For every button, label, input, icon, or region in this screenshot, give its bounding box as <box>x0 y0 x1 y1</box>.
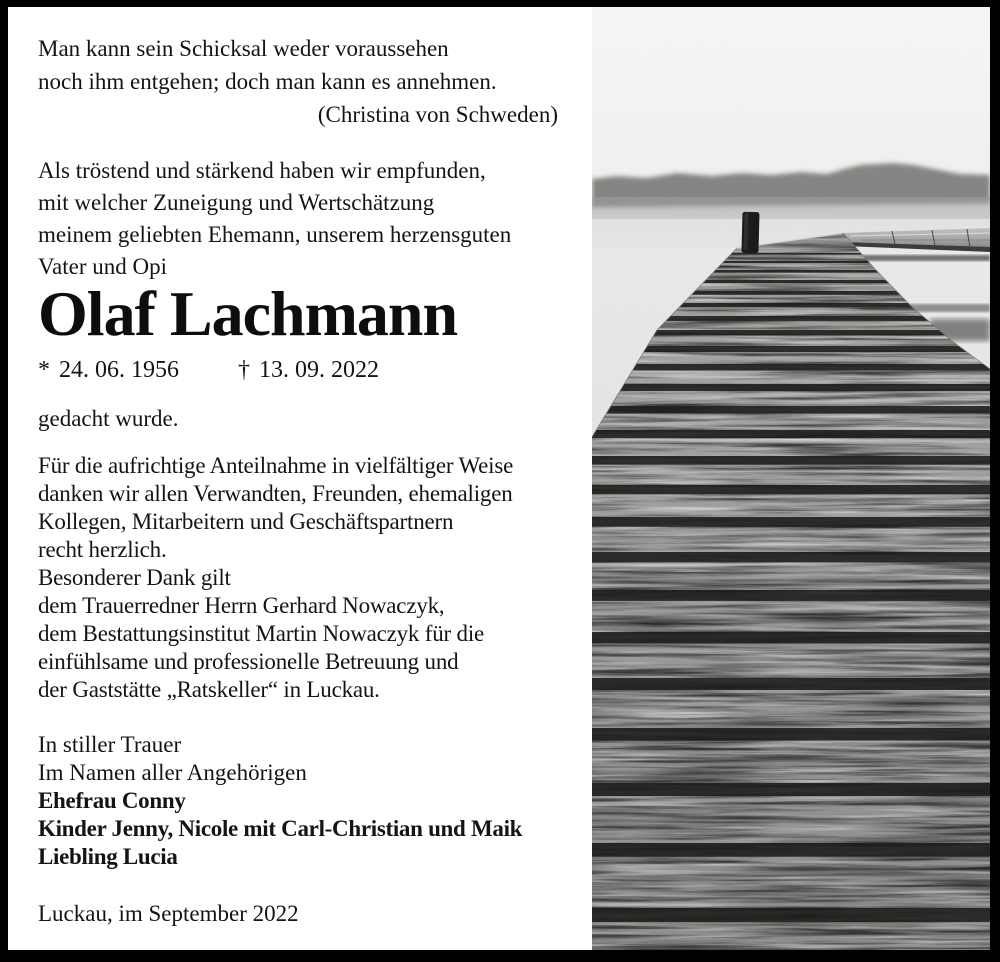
life-dates <box>38 353 560 387</box>
intro-line: mit welcher Zuneigung und Wertschätzung <box>38 190 435 215</box>
opening-quote <box>38 32 560 131</box>
deceased-name: Olaf Lachmann <box>38 278 458 349</box>
thanks-line: Kollegen, Mitarbeitern und Geschäftspartnern <box>38 509 454 534</box>
thanks-line: recht herzlich. <box>38 537 167 562</box>
birth-date <box>38 353 238 387</box>
mourning-line: In stiller Trauer <box>38 732 182 757</box>
quote-line: noch ihm entgehen; doch man kann es annehmen. <box>38 69 497 94</box>
thanks-line: dem Bestattungsinstitut Martin Nowaczyk für die <box>38 621 485 646</box>
photo-grain <box>592 7 990 950</box>
mourners <box>38 731 560 871</box>
intro-line: Vater und Opi <box>38 254 168 279</box>
obituary-text <box>38 7 560 930</box>
pier-lake-photo <box>592 7 990 950</box>
mourning-family-line: Kinder Jenny, Nicole mit Carl-Christian und Maik <box>38 816 523 841</box>
death-date <box>238 357 379 383</box>
memorial-note: gedacht wurde. <box>38 406 179 431</box>
birth-date-text: 24. 06. 1956 <box>59 357 179 383</box>
mourning-line: Im Namen aller Angehörigen <box>38 760 307 785</box>
place-date: Luckau, im September 2022 <box>38 901 299 926</box>
thanks-line: einfühlsame und professionelle Betreuung und <box>38 649 459 674</box>
intro-line: Als tröstend und stärkend haben wir empfunden, <box>38 158 486 183</box>
mourning-family-line: Ehefrau Conny <box>38 788 186 813</box>
thanks-text <box>38 452 560 704</box>
birth-star-symbol: * <box>38 357 50 383</box>
death-date-text: 13. 09. 2022 <box>259 357 379 383</box>
obituary-sheet <box>8 7 990 950</box>
thanks-line: Besonderer Dank gilt <box>38 565 231 590</box>
intro-line: meinem geliebten Ehemann, unserem herzensguten <box>38 222 512 247</box>
thanks-line: danken wir allen Verwandten, Freunden, ehemaligen <box>38 481 513 506</box>
intro-text <box>38 155 560 283</box>
quote-attribution: (Christina von Schweden) <box>317 102 558 127</box>
death-cross-symbol: † <box>238 357 250 383</box>
thanks-line: der Gaststätte „Ratskeller“ in Luckau. <box>38 677 380 702</box>
mourning-family-line: Liebling Lucia <box>38 844 178 869</box>
thanks-line: dem Trauerredner Herrn Gerhard Nowaczyk, <box>38 593 445 618</box>
thanks-line: Für die aufrichtige Anteilnahme in vielfältiger Weise <box>38 453 514 478</box>
quote-line: Man kann sein Schicksal weder voraussehen <box>38 36 449 61</box>
